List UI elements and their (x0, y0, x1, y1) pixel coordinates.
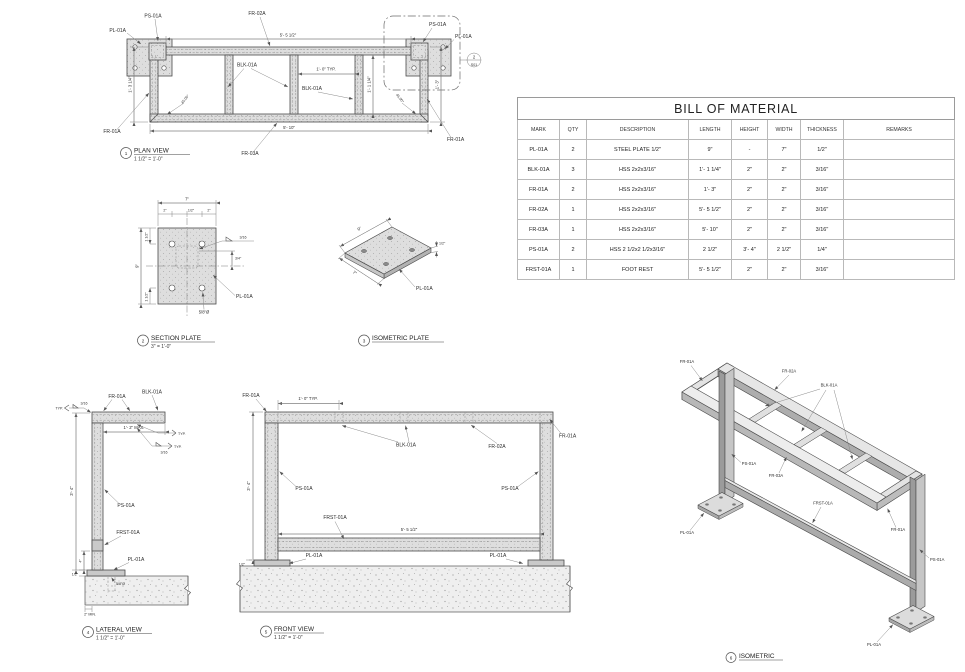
bom-header: MARK (518, 120, 560, 140)
bom-cell: 3/16" (801, 220, 844, 240)
bom-cell: FR-01A (518, 180, 560, 200)
bom-cell: 1/4" (801, 240, 844, 260)
front-caption (261, 626, 325, 641)
bom-cell: 2" (732, 180, 768, 200)
dim-footrest-height: 4" (78, 559, 83, 563)
bom-cell: HSS 2x2x3/16" (587, 200, 689, 220)
plan-caption (121, 148, 191, 163)
bom-header: LENGTH (689, 120, 732, 140)
label-iso-pl-left: PL-01A (680, 530, 694, 535)
label-front-frst: FRST-01A (323, 515, 347, 521)
bom-row (518, 180, 955, 200)
plan-caption-title: PLAN VIEW (134, 147, 169, 155)
dim-front-plate-thk: 1/2" (238, 562, 245, 567)
plan-caption-number: 1 (124, 151, 128, 156)
bom-cell: 1 (560, 260, 587, 280)
plan-bottom-rail (150, 114, 428, 122)
bom-cell: 5'- 10" (689, 220, 732, 240)
section-caption-scale: 3" = 1'-0" (151, 344, 172, 350)
iso-caption-number: 6 (729, 655, 733, 661)
bom-row (518, 160, 955, 180)
dim-weld: 3/16 (239, 235, 247, 240)
label-front-pl-left: PL-01A (305, 553, 323, 559)
iso-plate-caption-number: 3 (362, 338, 366, 344)
dim-w2: 1/2" (187, 208, 195, 213)
front-post-right (540, 423, 553, 560)
bom-cell: HSS 2 1/2x2 1/2x3/16" (587, 240, 689, 260)
bom-cell: 2" (732, 160, 768, 180)
iso-post-right (916, 474, 925, 612)
bom-cell: 5'- 5 1/2" (689, 260, 732, 280)
dim-bottom: 5'- 10" (283, 125, 295, 130)
dim-offset: 3/4" (235, 256, 242, 261)
front-view (237, 393, 577, 641)
label-iso-frst: FRST-01A (813, 500, 833, 506)
bom-header: QTY (560, 120, 587, 140)
label-front-ps-right: PS-01A (501, 486, 519, 492)
bom-cell: HSS 2x2x3/16" (587, 180, 689, 200)
lateral-caption-number: 4 (86, 630, 90, 635)
label-iso-ps-right: PS-01A (930, 557, 945, 562)
weld-typ-right2: TYP. (174, 445, 182, 449)
bom-cell: 2" (768, 220, 801, 240)
label-iso-blk: BLK-01A (820, 382, 838, 388)
label-lat-ps: PS-01A (117, 503, 135, 509)
bom-header-row (518, 120, 955, 140)
label-front-fr01-right: FR-01A (559, 433, 577, 440)
lateral-concrete (85, 576, 188, 605)
front-caption-scale: 1 1/2" = 1'-0" (274, 635, 303, 641)
bom-cell: - (732, 140, 768, 160)
plan-end-member-left (150, 51, 158, 122)
bom-header: WIDTH (768, 120, 801, 140)
dim-left: 1'- 3 1/4" (127, 76, 133, 93)
dim-h1: 1 1/2" (144, 232, 149, 242)
dim-h2: 1 1/2" (144, 292, 149, 302)
dim-plate-thk: 1/2" (71, 572, 78, 577)
iso-plate-view (338, 219, 446, 346)
plan-block-2 (290, 55, 298, 114)
label-lat-blk: BLK-01A (141, 389, 163, 396)
lateral-caption (83, 627, 153, 642)
bom-cell: HSS 2x2x3/16" (587, 160, 689, 180)
bom-cell (844, 180, 955, 200)
bom-cell: PL-01A (518, 140, 560, 160)
label-blk-a: BLK-01A (236, 62, 258, 69)
plan-block-1 (225, 55, 233, 114)
dim-iso-width: 7" (351, 269, 358, 276)
label-lat-frst: FRST-01A (116, 530, 140, 536)
dim-plate-width: 7" (185, 196, 189, 202)
label-iso-fr01-left: FR-01A (679, 359, 695, 364)
bom-cell: STEEL PLATE 1/2" (587, 140, 689, 160)
label-iso-ps-left: PS-01A (741, 461, 757, 466)
front-base-plate-left (254, 560, 290, 566)
bom-cell: 1 (560, 220, 587, 240)
label-front-fr02: FR-02A (488, 444, 506, 450)
label-iso-fr02: FR-02A (781, 368, 797, 374)
bom-cell: 1'- 1 1/4" (689, 160, 732, 180)
section-caption-number: 2 (141, 338, 145, 344)
dim-iso-thk: 1/2" (439, 241, 446, 246)
label-front-pl-right: PL-01A (489, 553, 507, 559)
dim-front-length: 5'- 5 1/2" (400, 527, 418, 532)
label-iso-pl-right: PL-01A (867, 642, 881, 647)
detail-bubble-sheet: S01 (470, 63, 478, 67)
lateral-base-plate (87, 570, 125, 576)
label-iso-plate: PL-01A (416, 286, 433, 292)
iso-caption-title: ISOMETRIC (739, 653, 775, 660)
label-section-plate: PL-01A (236, 294, 253, 300)
bom-cell: 7" (768, 140, 801, 160)
detail-bubble-number: 2 (472, 54, 476, 60)
front-base-plate-right (528, 560, 564, 566)
label-front-fr01-left: FR-01A (242, 393, 260, 399)
bom-header: THICKNESS (801, 120, 844, 140)
bom-cell (844, 140, 955, 160)
bom-cell: 2" (768, 160, 801, 180)
dim-iso-length: 9" (356, 225, 363, 232)
label-pl-right: PL-01A (455, 34, 472, 40)
bom-cell (844, 160, 955, 180)
iso-block-2 (794, 428, 827, 448)
bom-cell: 2" (732, 200, 768, 220)
plan-view (103, 11, 481, 163)
front-post-left (265, 423, 278, 560)
weld-size-topleft: 3/16 (80, 401, 88, 406)
lateral-view (55, 390, 190, 642)
dim-anchor-hole: 5/8"Ø (116, 582, 126, 586)
front-top-rail (265, 412, 553, 423)
front-caption-title: FRONT VIEW (274, 626, 315, 633)
lateral-top-arm (92, 412, 165, 423)
iso-plate-caption-title: ISOMETRIC PLATE (372, 335, 430, 342)
iso-plate-caption (359, 335, 445, 346)
dim-post-height: 3'- 4" (69, 486, 74, 496)
label-front-ps-left: PS-01A (295, 486, 313, 492)
bom-cell: 2" (732, 220, 768, 240)
plan-top-rail (166, 47, 411, 55)
section-caption (138, 335, 216, 350)
iso-base-plate-right (889, 606, 934, 630)
section-caption-title: SECTION PLATE (151, 335, 201, 342)
bom-cell: 3/16" (801, 260, 844, 280)
section-plate-view (135, 197, 255, 351)
bom-title: BILL OF MATERIAL (518, 98, 955, 120)
dim-plate-height: 9" (134, 264, 140, 268)
label-fr01-left: FR-01A (103, 129, 121, 135)
bill-of-material (517, 97, 954, 279)
bom-cell: 3/16" (801, 200, 844, 220)
lateral-caption-title: LATERAL VIEW (96, 626, 142, 634)
label-fr03: FR-03A (241, 151, 259, 157)
bom-cell: 2" (732, 260, 768, 280)
iso-base-plate-left (698, 493, 743, 517)
dim-spacing: 1'- 0" TYP. (316, 66, 336, 72)
dim-top: 5'- 5 1/2" (279, 32, 297, 38)
dim-hole: 5/8"Ø (198, 309, 210, 315)
dim-angle-right: 45.00° (394, 93, 405, 104)
front-footrest-rail (278, 538, 540, 551)
label-fr01-right: FR-01A (447, 137, 465, 143)
bom-cell: PS-01A (518, 240, 560, 260)
bom-row (518, 140, 955, 160)
bom-cell: 2 1/2" (689, 240, 732, 260)
bom-cell: 9" (689, 140, 732, 160)
dim-front-spacing: 1'- 0" TYP. (298, 396, 318, 401)
dim-w3: 2" (207, 208, 211, 213)
label-front-blk: BLK-01A (395, 442, 417, 449)
label-ps-left: PS-01A (144, 13, 162, 20)
bom-cell: 3/16" (801, 160, 844, 180)
front-concrete (240, 566, 570, 612)
bom-cell (844, 240, 955, 260)
bom-row (518, 240, 955, 260)
iso-plate-top-face (345, 227, 431, 274)
bom-cell: 2" (768, 180, 801, 200)
dim-w1: 2" (163, 208, 167, 213)
detail-bubble (460, 53, 481, 67)
bom-row (518, 200, 955, 220)
bom-row (518, 260, 955, 280)
iso-block-1 (749, 402, 782, 422)
bom-cell (844, 260, 955, 280)
label-lat-fr01: FR-01A (108, 394, 126, 400)
dim-inner: 1'- 1 1/4" (366, 76, 372, 93)
bom-row (518, 220, 955, 240)
bom-cell: BLK-01A (518, 160, 560, 180)
front-caption-number: 5 (264, 629, 268, 635)
bom-cell: 5'- 5 1/2" (689, 200, 732, 220)
bom-cell: HSS 2x2x3/16" (587, 220, 689, 240)
bom-cell: FOOT REST (587, 260, 689, 280)
bom-table (517, 97, 955, 280)
iso-caption (726, 653, 783, 663)
label-iso-fr03: FR-03A (768, 473, 784, 478)
dim-front-height: 3'- 4" (246, 481, 251, 491)
bom-cell: 2" (768, 200, 801, 220)
dim-embed: 2" MIN. (84, 612, 96, 617)
bom-cell (844, 200, 955, 220)
bom-cell: 1 (560, 200, 587, 220)
label-ps-right: PS-01A (429, 22, 447, 28)
bom-cell: 2 (560, 240, 587, 260)
bom-cell: FRST-01A (518, 260, 560, 280)
bom-cell: 3/16" (801, 180, 844, 200)
bom-cell: 1'- 3" (689, 180, 732, 200)
weld-typ-right1: TYP. (178, 432, 186, 436)
label-pl-left: PL-01A (109, 28, 126, 34)
iso-block-3 (839, 453, 872, 473)
isometric-view (680, 359, 945, 663)
label-fr02: FR-02A (248, 11, 266, 17)
bom-cell: 3 (560, 160, 587, 180)
bom-cell: 2 (560, 180, 587, 200)
bom-cell: 3'- 4" (732, 240, 768, 260)
dim-arm: 1'- 2" MAX. (123, 425, 145, 430)
dim-right: 1'- 3" (434, 79, 440, 90)
bom-cell: FR-03A (518, 220, 560, 240)
dim-angle-left: 45.00° (180, 94, 191, 105)
bom-header: REMARKS (844, 120, 955, 140)
bom-cell (844, 220, 955, 240)
label-blk-b: BLK-01A (301, 86, 323, 92)
bom-cell: FR-02A (518, 200, 560, 220)
bom-header: HEIGHT (732, 120, 768, 140)
lateral-footrest-section (92, 540, 103, 551)
bom-cell: 1/2" (801, 140, 844, 160)
bom-cell: 2 1/2" (768, 240, 801, 260)
label-iso-fr01-right: FR-01A (890, 527, 906, 532)
weld-typ-topleft: TYP. (55, 406, 63, 411)
bom-cell: 2 (560, 140, 587, 160)
plan-block-3 (355, 55, 363, 114)
label-lat-pl: PL-01A (127, 557, 145, 563)
weld-size-right: 3/16 (160, 450, 168, 455)
plan-caption-scale: 1 1/2" = 1'-0" (134, 156, 163, 163)
plan-end-member-right (420, 51, 428, 122)
bom-cell: 2" (768, 260, 801, 280)
bom-header: DESCRIPTION (587, 120, 689, 140)
lateral-caption-scale: 1 1/2" = 1'-0" (96, 635, 125, 642)
